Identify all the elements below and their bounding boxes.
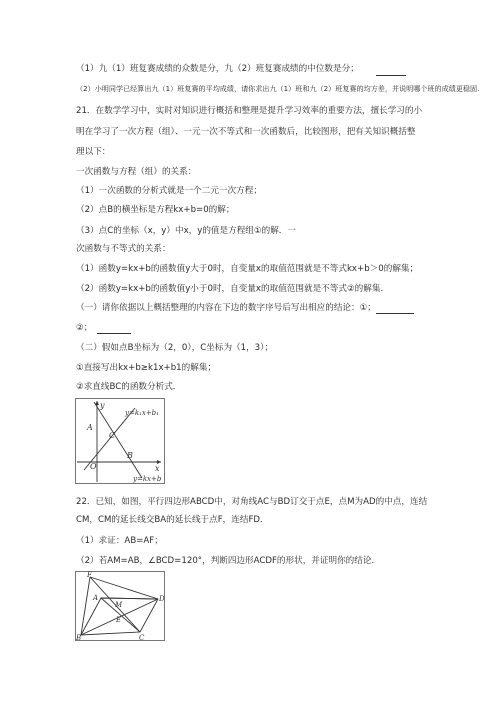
y-axis-label: y [100,401,105,410]
section-function-inequality: 次函数与不等式的关系： [76,244,171,254]
point-e-label: E [116,616,122,624]
inequality-item-1: （1）函数y=kx+b的函数值y大于0时，自变量x的取值范围就是不等式kx+b＞0的解集； [76,264,419,274]
origin-label: O [90,462,97,471]
point-b-label: B [76,634,82,641]
question-21-intro: 21．在数学学习中，实时对知识进行概括和整理是提升学习效率的重要方法，擅长学习的小 [76,106,423,116]
answer-blank-2[interactable] [97,333,131,334]
point-c-label: C [109,431,116,440]
answer-blank[interactable] [376,75,406,76]
question-22-intro-2: CM，CM的延长线交BA的延长线于点F，连结FD． [76,515,269,525]
question-22-part1: （1）求证：AB=AF； [76,536,163,546]
task-two: （二）假如点B坐标为（2，0），C坐标为（1，3）； [76,343,274,353]
point-b-label: B [127,451,133,460]
relation-item-2: （2）点B的横坐标是方程kx+b=0的解； [76,205,235,215]
x-axis-label: x [155,464,160,473]
point-m-label: M [115,601,123,609]
section-function-equation: 一次函数与方程（组）的关系： [76,167,197,177]
point-d-label: D [159,595,165,603]
line-kx-b-label: y=kx+b [133,475,162,483]
question-22-part2: （2）若AM=AB，∠BCD=120°，判断四边形ACDF的形状，并证明你的结论． [76,556,381,566]
point-a-label: A [87,423,93,432]
question-22-intro: 22．已知，如图，平行四边形ABCD中，对角线AC与BD订交于点E，点M为AD的中点，连结 [76,497,428,507]
question-21-intro-3: 理以下： [76,147,111,157]
task-two-part1: ①直接写出kx+b≥k1x+b1的解集； [76,363,217,373]
inequality-item-2: （2）函数y=kx+b的函数值y小于0时，自变量x的取值范围就是不等式②的解集． [76,284,390,294]
relation-item-3: （3）点C的坐标（x，y）中x，y的值是方程组①的解．一 [76,226,296,236]
relation-item-1: （1）一次函数的分析式就是一个二元一次方程； [76,186,262,196]
task-one-blank-2: ②； [76,323,93,333]
parallelogram-figure [75,571,165,641]
point-a-label: A [93,594,99,602]
point-f-label: F [87,571,92,579]
question-20-part2: （2）小明同学已经算出九（1）班复赛的平均成绩，请你求出九（1）班和九（2）班复赛的均方差，并说明哪个班的成绩更稳固. [76,84,480,93]
question-21-intro-2: 明在学习了一次方程（组）、一元一次不等式和一次函数后，比较图形，把有关知识概括整 [76,127,416,137]
task-two-part2: ②求直线BC的函数分析式． [76,382,182,392]
answer-blank-1[interactable] [376,313,414,314]
point-c-label: C [139,634,145,641]
function-graph-figure [75,398,165,484]
line-k1x-b1-label: y=k₁x+b₁ [125,409,159,417]
question-20-part1: （1）九（1）班复赛成绩的众数是分，九（2）班复赛成绩的中位数是分； [76,64,359,74]
task-one: （一）请你依据以上概括整理的内容在下边的数字序号后写出相应的结论：①； [76,303,376,313]
